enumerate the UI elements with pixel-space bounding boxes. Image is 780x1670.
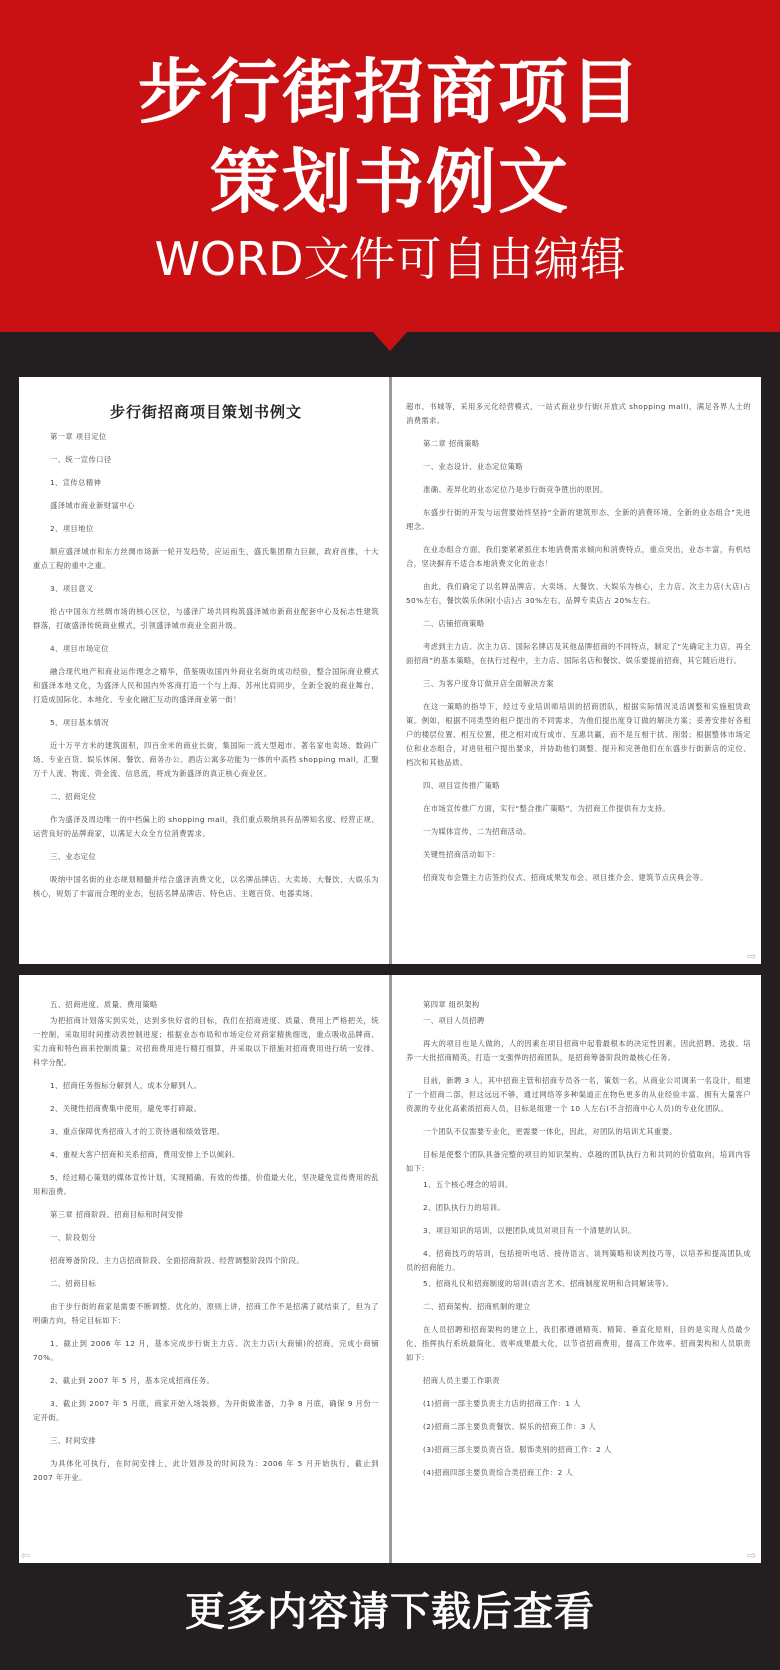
next-page-arrow-icon[interactable]: ⇨ <box>747 950 757 963</box>
paragraph: 再大的项目也是人做的，人的因素在项目招商中起着最根本的决定性因素，因此招聘、选拔、培养一大批招商精英，打造一支强悍的招商团队，是招商筹备阶段的最核心任务。 <box>406 1039 751 1062</box>
list-item: (1)招商一部主要负责主力店的招商工作：1 人 <box>423 1399 581 1408</box>
paragraph: 为具体化可执行，在时间安排上，此计划涉及的时间段为：2006 年 5 月开始执行，截止到 2007 年开业。 <box>33 1459 379 1482</box>
paragraph: 融合现代地产和商业运作理念之精华，借鉴吸收国内外商业名街的成功经验，整合国际商业模式和盛泽本地文化，为盛泽人民和国内外客商打造一个与上海、苏州比肩同步，全新全貌的商业舞台，打造成国际化、本地化、专业化融汇互动的盛泽商业第一街！ <box>33 667 379 704</box>
subsection-heading: 1、宣传总精神 <box>50 478 102 487</box>
paragraph: 近十万平方米的建筑面积，四百余米的商业长街，集国际一流大型超市、著名家电卖场、数码广场、专业百货、娱乐休闲、餐饮、商务办公、酒店公寓多功能为一体的中高档 shopping mall，汇聚万千人流、物流、资金流、信息流，将成为新盛泽的真正核心商业区。 <box>33 741 379 778</box>
paragraph: 东盛步行街的开发与运营要始终坚持“全新的建筑形态、全新的消费环境、全新的业态组合”先进理念。 <box>406 508 751 531</box>
document-page-3 <box>19 975 389 1563</box>
subsection-heading: 招商人员主要工作职责 <box>423 1376 500 1385</box>
section-heading: 二、店铺招商策略 <box>423 619 485 628</box>
list-item: 3、截止到 2007 年 5 月底，商家开始入场装修，为开街做准备，力争 8 月底，确保 9 月份一定开街。 <box>33 1399 379 1422</box>
section-heading: 四、项目宣传推广策略 <box>423 781 500 790</box>
document-page-2 <box>392 377 761 964</box>
paragraph: 顺应盛泽城市和东方丝绸市场新一轮开发趋势，应运而生，盛氏集团鼎力巨献，政府首推，十大重点工程的重中之重。 <box>33 547 379 570</box>
list-item: (2)招商二部主要负责餐饮、娱乐的招商工作：3 人 <box>423 1422 597 1431</box>
list-item: 1、五个核心理念的培训。 <box>423 1180 513 1189</box>
list-item: 5、招商礼仪和招商制度的培训(语言艺术、招商制度说明和合同解读等)。 <box>423 1279 674 1288</box>
list-item: 5、经过精心策划的媒体宣传计划，实现精确、有效的传播，价值最大化，坚决避免宣传费用的乱用和浪费。 <box>33 1173 379 1196</box>
paragraph: 关键性招商活动如下： <box>423 850 500 859</box>
list-item: (4)招商四部主要负责综合类招商工作：2 人 <box>423 1468 574 1477</box>
paragraph: 作为盛泽及周边唯一的中档偏上的 shopping mall，我们重点吸纳具有品牌知名度、经营正规、运营良好的品牌商家，以满足大众全方位消费需求。 <box>33 815 379 838</box>
paragraph: 一为媒体宣传，二为招商活动。 <box>423 827 531 836</box>
section-heading: 一、业态设计、业态定位策略 <box>423 462 524 471</box>
paragraph: 招商发布会暨主力店签约仪式、招商成果发布会、项目推介会、建筑节点庆典会等。 <box>423 873 708 882</box>
paragraph: 由于步行街的商家是需要不断调整、优化的，原则上讲，招商工作不是招满了就结束了，但为了明确方向，特定目标如下： <box>33 1302 379 1325</box>
paragraph: 在市场宣传推广方面，实行“整合推广策略”，为招商工作提供有力支持。 <box>423 804 670 813</box>
paragraph: 由此，我们确定了以名牌品牌店、大卖场、大餐饮、大娱乐为核心，主力店、次主力店(大店)占 50%左右，餐饮娱乐休闲(小店)占 30%左右，品牌专卖店占 20%左右。 <box>406 582 751 605</box>
paragraph: 超市、书城等，采用多元化经营模式，一站式商业步行街(开放式 shopping mall)，满足各界人士的消费需求。 <box>406 402 751 425</box>
paragraph: 盛泽城市商业新财富中心 <box>50 501 135 510</box>
list-item: 4、重视大客户招商和关系招商，费用安排上予以倾斜。 <box>50 1150 240 1159</box>
document-title: 步行街招商项目策划书例文 <box>109 403 302 421</box>
list-item: 4、招商技巧的培训，包括接听电话、接待语言、谈判策略和谈判技巧等，以培养和提高团队成员的招商能力。 <box>406 1249 751 1272</box>
list-item: 3、重点保障优秀招商人才的工资待遇和绩效管理。 <box>50 1127 225 1136</box>
paragraph: 考虑到主力店、次主力店、国际名牌店及其他品牌招商的不同特点，制定了“先确定主力店，再全面招商”的基本策略，在执行过程中，主力店、国际名店和餐饮、娱乐要提前招商，其它随后进行。 <box>406 642 751 665</box>
banner-pointer-triangle-icon <box>372 331 408 351</box>
section-heading: 一、项目人员招聘 <box>423 1016 485 1025</box>
banner-title-line1: 步行街招商项目 <box>138 51 642 133</box>
list-item: 3、项目知识的培训，以便团队成员对项目有一个清楚的认识。 <box>423 1226 636 1235</box>
paragraph: 准确、差异化的业态定位乃是步行街竞争胜出的原因。 <box>423 485 608 494</box>
paragraph: 为把招商计划落实到实处，达到多快好省的目标，我们在招商进度、质量、费用上严格把关，统一控制，采取用时间推动表控制进度；根据业态布局和市场定位对商家精挑细选，重点吸收品牌商、实力商和特色商来控制质量；对招商费用进行精打细算，并采取以下措施对招商费用进行统一安排、科学分配。 <box>33 1016 379 1067</box>
chapter-heading: 第一章 项目定位 <box>50 432 107 441</box>
list-item: 1、招商任务指标分解到人，成本分解到人。 <box>50 1081 202 1090</box>
section-heading: 三、为客户度身订做开店全面解决方案 <box>423 679 554 688</box>
section-heading: 三、业态定位 <box>50 852 97 861</box>
list-item: (3)招商三部主要负责百货、服饰类别的招商工作：2 人 <box>423 1445 612 1454</box>
paragraph: 抢占中国东方丝绸市场的核心区位，与盛泽广场共同构筑盛泽城市新商业配套中心及标志性建筑群落，打破盛泽传统商业模式，引领盛泽城市商业全面升级。 <box>33 607 379 630</box>
section-heading: 一、阶段划分 <box>50 1233 97 1242</box>
section-heading: 一、统一宣传口径 <box>50 455 112 464</box>
section-heading: 二、招商定位 <box>50 792 97 801</box>
chapter-heading: 第三章 招商阶段、招商目标和时间安排 <box>50 1210 184 1219</box>
list-item: 2、截止到 2007 年 5 月，基本完成招商任务。 <box>50 1376 215 1385</box>
paragraph: 招商筹备阶段、主力店招商阶段、全面招商阶段、经营调整阶段四个阶段。 <box>50 1256 304 1265</box>
header-banner <box>0 0 780 332</box>
chapter-heading: 第二章 招商策略 <box>423 439 480 448</box>
document-page-4 <box>392 975 761 1563</box>
section-heading: 二、招商架构、招商机制的建立 <box>423 1302 531 1311</box>
paragraph: 吸纳中国名街的业态规划精髓并结合盛泽消费文化，以名牌品牌店、大卖场、大餐饮、大娱乐为核心，规划了丰富而合理的业态，包括名牌品牌店、特色店、主题百货、电器卖场、 <box>33 875 379 898</box>
section-heading: 五、招商进度、质量、费用策略 <box>50 1000 158 1009</box>
list-item: 1、截止到 2006 年 12 月，基本完成步行街主力店、次主力店(大商铺)的招商，完成小商铺 70%。 <box>33 1339 379 1362</box>
download-prompt: 更多内容请下载后查看 <box>185 1589 595 1635</box>
list-item: 2、团队执行力的培训。 <box>423 1203 506 1212</box>
list-item: 2、关键性招商费集中使用，避免零打碎敲。 <box>50 1104 202 1113</box>
subsection-heading: 3、项目意义 <box>50 584 94 593</box>
chapter-heading: 第四章 组织架构 <box>423 1000 480 1009</box>
document-page-1 <box>19 377 389 964</box>
paragraph: 在业态组合方面，我们要紧紧抓住本地消费需求倾向和消费特点，重点突出，业态丰富，有机结合，坚决摒弃不适合本地消费文化的业态！ <box>406 545 751 568</box>
section-heading: 二、招商目标 <box>50 1279 97 1288</box>
banner-title-line2: 策划书例文 <box>210 141 570 223</box>
paragraph: 在人员招聘和招商架构的建立上，我们都遵循精英、精简、垂直化原则，目的是实现人员最少化、指挥执行系统最简化、效率成果最大化，以节省招商费用，提高工作效率。招商架构和人员职责如下： <box>406 1325 751 1362</box>
paragraph: 目前，新聘 3 人，其中招商主管和招商专员各一名，策划一名，从商业公司调来一名设计，组建了一个招商二部，但这远远不够，通过网络等多种渠道正在物色更多的从业经验丰富、拥有大量客户资源的专业化高素质招商人员，目标是组建一个 10 人左右(不含招商中心人员)的专业化团队。 <box>406 1076 751 1113</box>
paragraph: 一个团队不仅需要专业化，更需要一体化，因此，对团队的培训尤其重要。 <box>423 1127 677 1136</box>
banner-subtitle: WORD文件可自由编辑 <box>154 232 626 286</box>
section-heading: 三、时间安排 <box>50 1436 97 1445</box>
subsection-heading: 4、项目市场定位 <box>50 644 109 653</box>
paragraph: 目标是使整个团队具备完整的项目的知识架构、卓越的团队执行力和共同的价值取向，培训内容如下： <box>406 1150 751 1173</box>
next-page-arrow-icon[interactable]: ⇨ <box>747 1549 757 1562</box>
subsection-heading: 5、项目基本情况 <box>50 718 109 727</box>
prev-page-arrow-icon[interactable]: ⇦ <box>21 1549 31 1562</box>
paragraph: 在这一策略的指导下，经过专业培训师培训的招商团队，根据实际情况灵活调整和实施租赁政策。例如，根据不同类型的租户提出的不同需求，为他们提出度身订做的解决方案；妥善安排好各租户的楼层位置、相互位置，使之相对成行成市、互惠共赢，而不是互相干扰、削弱；根据整体市场定位和业态组合，对进驻租户提出要求，并协助他们调整、提升和完善他们在东盛步行街新店的定位、档次和其他品质。 <box>406 702 751 767</box>
subsection-heading: 2、项目地位 <box>50 524 94 533</box>
